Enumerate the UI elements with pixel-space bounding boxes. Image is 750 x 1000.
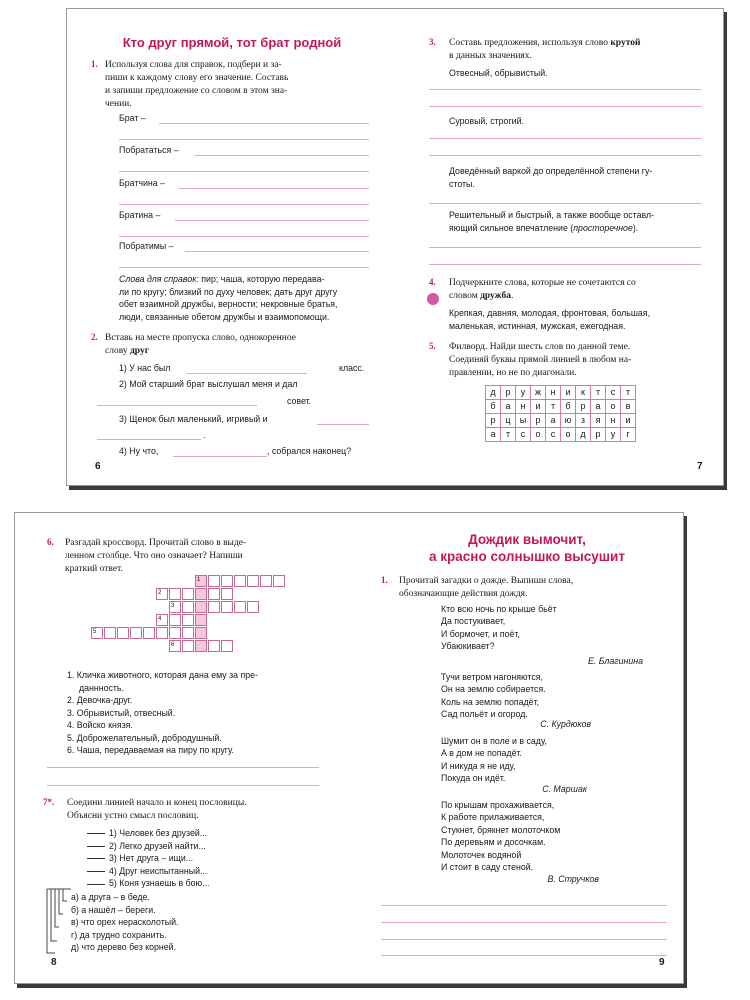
proverb-start-text: 3) Нет друга – ищи...: [109, 853, 194, 864]
task-5-text: [449, 341, 713, 380]
task-6-text: [65, 537, 335, 576]
crossword-cell[interactable]: [247, 575, 259, 587]
reference-text: обет взаимной дружбы, верности; некровные братья,: [119, 299, 338, 309]
task-2-text: [105, 332, 377, 358]
crossword-clues: [67, 669, 337, 757]
fillword-row: [486, 386, 636, 400]
fillword-cell[interactable]: н: [516, 400, 531, 414]
proverb-start-text: 2) Легко друзей найти...: [109, 840, 206, 851]
task-6-number: 6.: [47, 537, 54, 547]
answer-line[interactable]: [429, 138, 701, 139]
proverb-end[interactable]: а) а друга – в беде.: [71, 892, 150, 902]
reference-text: пир; чаша, которую передава-: [198, 274, 325, 284]
riddle-1: [441, 603, 641, 653]
crossword-cell[interactable]: 4: [156, 614, 168, 626]
crossword-cell[interactable]: [208, 601, 220, 613]
crossword-cell[interactable]: [182, 627, 194, 639]
meaning-4-italic: просторечное: [573, 222, 633, 233]
crossword-cell[interactable]: [169, 588, 181, 600]
word-pobratatsya: Побрататься –: [119, 145, 179, 155]
crossword-cell[interactable]: [169, 627, 181, 639]
fillword-cell[interactable]: с: [606, 386, 621, 400]
meaning-1: Отвесный, обрывистый.: [449, 68, 548, 78]
page-9: [367, 513, 685, 983]
keyword-druzhba: дружба: [480, 291, 511, 301]
fillword-cell[interactable]: н: [606, 414, 621, 428]
word-pobratimy: Побратимы –: [119, 241, 174, 251]
reference-label: Слова для справок:: [119, 274, 199, 284]
fillword-cell[interactable]: с: [516, 428, 531, 442]
crossword-cell[interactable]: [247, 601, 259, 613]
page-9-title-line: а красно солнышко высушит: [429, 549, 625, 564]
answer-line[interactable]: [381, 939, 667, 940]
answer-line[interactable]: [179, 188, 369, 189]
answer-line[interactable]: [119, 171, 369, 172]
keyword-krutoy: крутой: [610, 38, 641, 48]
crossword-cell[interactable]: [195, 627, 207, 639]
proverb-starts: [87, 827, 317, 890]
proverb-start-text: 4) Друг неиспытанный...: [109, 865, 208, 876]
crossword-cell[interactable]: 5: [91, 627, 103, 639]
fillword-cell[interactable]: р: [531, 414, 546, 428]
bottom-spread: [14, 512, 684, 984]
meaning-3-line: Доведённый варкой до определённой степени гу-: [449, 166, 653, 176]
proverb-end[interactable]: в) что орех нерасколотый.: [71, 917, 179, 928]
sentence-2-end: совет.: [287, 396, 312, 406]
fillword-cell[interactable]: б: [561, 400, 576, 414]
keyword-drug: друг: [130, 346, 150, 356]
meaning-4-line: Решительный и быстрый, а также вообще оставл-: [449, 210, 655, 220]
fillword-row: [486, 428, 636, 442]
crossword-cell[interactable]: [221, 575, 233, 587]
proverb-start[interactable]: [87, 877, 317, 890]
page-number-7: 7: [697, 461, 703, 472]
page-number-6: 6: [95, 461, 101, 472]
task-5-line: Соединяй буквы прямой линией в любом на-: [449, 355, 632, 365]
crossword-cell[interactable]: [234, 575, 246, 587]
riddle-2-author: С. Курдюков: [540, 719, 591, 729]
page-number-9: 9: [659, 957, 665, 968]
task-3-line: в данных значениях.: [449, 51, 532, 61]
task-2-line: слову: [105, 346, 130, 356]
word-bratina: Братина –: [119, 210, 161, 220]
proverb-start[interactable]: [87, 865, 317, 878]
fillword-cell[interactable]: а: [591, 400, 606, 414]
riddle-line: Стукнет, брякнет молоточком: [441, 824, 561, 835]
fillword-cell[interactable]: о: [606, 400, 621, 414]
fillword-cell[interactable]: о: [531, 428, 546, 442]
fill-blank[interactable]: [317, 424, 369, 425]
fillword-cell[interactable]: и: [561, 386, 576, 400]
fillword-row: [486, 400, 636, 414]
answer-line[interactable]: [185, 251, 369, 252]
task-1-text: [399, 575, 669, 601]
task-4-number: 4.: [429, 277, 436, 287]
riddle-line: Покуда он идёт.: [441, 773, 506, 784]
task-4-words-line[interactable]: маленькая, истинная, мужская, ежегодная.: [449, 320, 626, 331]
task-4-text: Подчеркните слова, которые не сочетаются со словом дружба.: [449, 277, 711, 303]
riddle-line: А в дом не попадёт.: [441, 748, 522, 759]
riddle-3-author: С. Маршак: [542, 784, 587, 794]
answer-line[interactable]: [429, 106, 701, 107]
task-3-line: Составь предложения, используя слово: [449, 38, 611, 48]
riddle-4: [441, 799, 651, 873]
task-7-number: 7*.: [43, 797, 55, 807]
task-2-number: 2.: [91, 332, 98, 342]
fillword-cell[interactable]: у: [606, 428, 621, 442]
riddle-4-author: В. Стручков: [547, 874, 599, 884]
fillword-cell[interactable]: я: [591, 414, 606, 428]
fillword-cell[interactable]: в: [621, 400, 636, 414]
answer-line[interactable]: [159, 123, 369, 124]
task-7-text: [67, 797, 337, 823]
task-7-line: Соедини линией начало и конец пословицы.: [67, 798, 247, 808]
task-7-line: Объясни устно смысл пословиц.: [67, 811, 199, 821]
task-3-number: 3.: [429, 37, 436, 47]
fillword-cell[interactable]: у: [516, 386, 531, 400]
sentence-4-start: 4) Ну что,: [119, 446, 159, 456]
task-1-line: пиши к каждому слову его значение. Составь: [105, 73, 289, 83]
proverb-end[interactable]: г) да трудно сохранить.: [71, 929, 167, 940]
page-7: [405, 9, 723, 485]
clue: 5. Доброжелательный, добродушный.: [67, 732, 222, 743]
sentence-3-start: 3) Щенок был маленький, игривый и: [119, 414, 268, 424]
riddle-3: [441, 735, 641, 785]
word-bratchina: Братчина –: [119, 178, 165, 188]
meaning-3-line: стоты.: [449, 178, 475, 189]
task-5-line: правлении, но не по диагонали.: [449, 368, 577, 378]
meaning-4-line: ).: [632, 222, 639, 233]
meaning-4: [449, 209, 707, 234]
sentence-3-end: .: [203, 430, 206, 440]
reference-words: [119, 273, 379, 323]
clue: 1. Кличка животного, которая дана ему за пре-: [67, 670, 258, 680]
crossword-cell[interactable]: [221, 640, 233, 652]
crossword-cell[interactable]: [273, 575, 285, 587]
answer-line[interactable]: [119, 236, 369, 237]
crossword-cell[interactable]: [195, 614, 207, 626]
riddle-line: И никуда я не иду,: [441, 760, 516, 771]
riddle-line: Тучи ветром нагоняются,: [441, 672, 543, 682]
fillword-cell[interactable]: а: [501, 400, 516, 414]
task-1-line: и запиши предложение со словом в этом зна-: [105, 86, 288, 96]
fillword-row: [486, 414, 636, 428]
task-6-line: ленном столбце. Что оно означает? Напиши: [65, 551, 243, 561]
fillword-cell[interactable]: ц: [501, 414, 516, 428]
task-4-words-line[interactable]: Крепкая, давняя, молодая, фронтовая, большая,: [449, 308, 651, 318]
fillword-cell[interactable]: г: [621, 428, 636, 442]
task-6-line: краткий ответ.: [65, 564, 123, 574]
flower-icon: [427, 293, 439, 305]
task-5-number: 5.: [429, 341, 436, 351]
crossword-cell[interactable]: 6: [169, 640, 181, 652]
proverb-end[interactable]: б) а нашёл – береги.: [71, 904, 156, 915]
crossword-cell[interactable]: [104, 627, 116, 639]
reference-text: ли по кругу; близкий по духу человек; дать друг другу: [119, 286, 338, 297]
fill-blank[interactable]: [173, 456, 267, 457]
fill-blank[interactable]: [97, 439, 201, 440]
proverb-start-text: 1) Человек без друзей...: [109, 828, 208, 838]
fillword-cell[interactable]: к: [576, 386, 591, 400]
crossword-cell[interactable]: [117, 627, 129, 639]
fillword-cell[interactable]: ж: [531, 386, 546, 400]
riddle-line: Кто всю ночь по крыше бьёт: [441, 604, 557, 614]
meaning-2: Суровый, строгий.: [449, 116, 524, 126]
crossword-cell[interactable]: [195, 588, 207, 600]
crossword-cell[interactable]: 3: [169, 601, 181, 613]
task-1-line: чении.: [105, 99, 132, 109]
answer-line[interactable]: [429, 203, 701, 204]
sentence-1-end: класс.: [339, 363, 365, 373]
answer-line[interactable]: [47, 767, 319, 768]
page-8: [15, 513, 351, 983]
proverb-end[interactable]: д) что дерево без корней.: [71, 942, 177, 953]
task-6-line: Разгадай кроссворд. Прочитай слово в выде-: [65, 538, 247, 548]
fillword-grid: [485, 385, 636, 442]
task-3-text: [449, 37, 709, 63]
riddle-line: Коль на землю попадёт,: [441, 696, 540, 707]
answer-line[interactable]: [381, 955, 667, 956]
crossword-cell[interactable]: [195, 601, 207, 613]
crossword-cell[interactable]: [234, 601, 246, 613]
riddle-line: По деревьям и досочкам.: [441, 837, 546, 848]
riddle-line: И стоит в саду стеной.: [441, 862, 534, 873]
task-4-line: словом: [449, 291, 481, 301]
riddle-line: По крышам прохаживается,: [441, 800, 555, 810]
sentence-1-start: 1) У нас был: [119, 363, 171, 373]
fillword-cell[interactable]: р: [591, 428, 606, 442]
riddle-line: Убаюкивает?: [441, 641, 495, 652]
fillword-cell[interactable]: р: [501, 386, 516, 400]
fillword-cell[interactable]: т: [546, 400, 561, 414]
word-brat: Брат –: [119, 113, 146, 123]
crossword-cell[interactable]: [182, 640, 194, 652]
task-1-number: 1.: [381, 575, 388, 585]
crossword: [91, 575, 311, 665]
fillword-cell[interactable]: р: [486, 414, 501, 428]
fillword-cell[interactable]: т: [501, 428, 516, 442]
fillword-cell[interactable]: о: [561, 428, 576, 442]
answer-line[interactable]: [429, 155, 701, 156]
page-9-title: [377, 531, 677, 565]
riddle-line: К работе прилаживается,: [441, 812, 545, 823]
answer-line[interactable]: [119, 139, 369, 140]
fillword-cell[interactable]: ю: [561, 414, 576, 428]
task-2-line: Вставь на месте пропуска слово, однокоренное: [105, 333, 296, 343]
answer-line[interactable]: [381, 905, 667, 906]
fillword-cell[interactable]: д: [576, 428, 591, 442]
fillword-cell[interactable]: и: [621, 414, 636, 428]
answer-line[interactable]: [47, 785, 319, 786]
crossword-cell[interactable]: [221, 601, 233, 613]
page-number-8: 8: [51, 957, 57, 968]
fillword-cell[interactable]: и: [531, 400, 546, 414]
sentence-2-start: 2) Мой старший брат выслушал меня и дал: [119, 379, 298, 389]
crossword-cell[interactable]: [221, 588, 233, 600]
crossword-cell[interactable]: [208, 640, 220, 652]
answer-line[interactable]: [429, 264, 701, 265]
fillword-cell[interactable]: а: [486, 428, 501, 442]
crossword-cell[interactable]: [182, 588, 194, 600]
answer-line[interactable]: [119, 267, 369, 268]
clue: 6. Чаша, передаваемая на пиру по кругу.: [67, 745, 234, 755]
crossword-cell[interactable]: 2: [156, 588, 168, 600]
crossword-cell[interactable]: [182, 601, 194, 613]
answer-line[interactable]: [429, 247, 701, 248]
task-1-number: 1.: [91, 59, 98, 69]
task-1-text: [105, 59, 377, 111]
crossword-cell[interactable]: [143, 627, 155, 639]
fillword-cell[interactable]: д: [486, 386, 501, 400]
crossword-cell[interactable]: [208, 575, 220, 587]
riddle-line: Шумит он в поле и в саду,: [441, 736, 547, 746]
answer-line[interactable]: [119, 204, 369, 205]
riddle-line: Молоточек водяной: [441, 849, 522, 860]
task-1-line: Прочитай загадки о дожде. Выпиши слова,: [399, 576, 574, 586]
crossword-cell[interactable]: [260, 575, 272, 587]
riddle-line: И бормочет, и поёт,: [441, 628, 520, 639]
proverb-ends: [71, 891, 311, 954]
fillword-cell[interactable]: с: [546, 428, 561, 442]
riddle-2: [441, 671, 641, 721]
fill-blank[interactable]: [97, 405, 257, 406]
riddle-line: Он на землю собирается.: [441, 684, 546, 695]
proverb-start-text: 5) Коня узнаешь в бою...: [109, 878, 210, 889]
page-6: [67, 9, 387, 485]
task-1-line: обозначающие действия дождя.: [399, 589, 528, 599]
page-9-title-line: Дождик вымочит,: [468, 532, 586, 547]
crossword-cell[interactable]: 1: [195, 575, 207, 587]
crossword-cell[interactable]: [169, 614, 181, 626]
meaning-3: [449, 165, 707, 190]
answer-line[interactable]: [195, 155, 369, 156]
fillword-cell[interactable]: т: [621, 386, 636, 400]
riddle-1-author: Е. Благинина: [587, 656, 643, 666]
page-6-title: Кто друг прямой, тот брат родной: [122, 35, 342, 50]
crossword-cell[interactable]: [130, 627, 142, 639]
fillword-cell[interactable]: ы: [516, 414, 531, 428]
proverb-start[interactable]: [87, 840, 317, 853]
crossword-cell[interactable]: [195, 640, 207, 652]
fillword-cell[interactable]: р: [576, 400, 591, 414]
meaning-4-line: яющий сильное впечатление (: [449, 222, 574, 233]
answer-line[interactable]: [429, 89, 701, 90]
fillword-cell[interactable]: з: [576, 414, 591, 428]
riddle-line: Сад польёт и огород.: [441, 709, 528, 720]
proverb-start[interactable]: [87, 827, 317, 840]
task-5-line: Филворд. Найди шесть слов по данной теме.: [449, 342, 631, 352]
reference-text: люди, связанные обетом дружбы и взаимопомощи.: [119, 311, 330, 322]
proverb-start[interactable]: [87, 852, 317, 865]
task-4-line: Подчеркните слова, которые не сочетаются со: [449, 278, 636, 288]
task-1-line: Используя слова для справок, подбери и за-: [105, 60, 282, 70]
sentence-4-end: , собрался наконец?: [267, 446, 352, 456]
fillword-cell[interactable]: н: [546, 386, 561, 400]
crossword-cell[interactable]: [208, 588, 220, 600]
fillword-cell[interactable]: т: [591, 386, 606, 400]
crossword-cell[interactable]: [156, 627, 168, 639]
clue: 2. Девочка-друг.: [67, 695, 133, 705]
clue: даннность.: [79, 682, 124, 693]
clue: 4. Войско князя.: [67, 720, 133, 730]
task-4-words: [449, 307, 711, 332]
top-spread: [66, 8, 724, 486]
crossword-cell[interactable]: [182, 614, 194, 626]
clue: 3. Обрывистый, отвесный.: [67, 707, 176, 718]
fillword-cell[interactable]: б: [486, 400, 501, 414]
answer-line[interactable]: [381, 922, 667, 923]
fill-blank[interactable]: [187, 373, 307, 374]
fillword-cell[interactable]: а: [546, 414, 561, 428]
answer-line[interactable]: [175, 220, 369, 221]
riddle-line: Да постукивает,: [441, 616, 506, 627]
